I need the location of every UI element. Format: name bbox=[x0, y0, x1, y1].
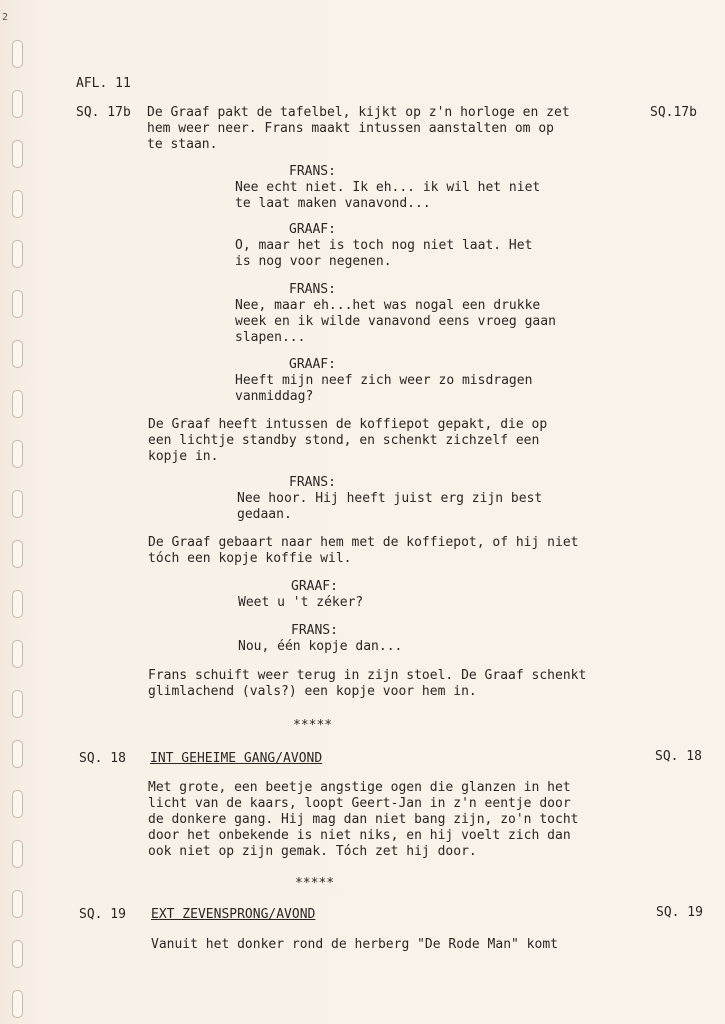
dialogue-line: slapen... bbox=[235, 330, 306, 345]
scene-heading: EXT ZEVENSPRONG/AVOND bbox=[151, 907, 316, 922]
sq17b-right-label: SQ.17b bbox=[650, 105, 697, 120]
action-line: te staan. bbox=[147, 137, 218, 152]
action-line: glimlachend (vals?) een kopje voor hem in. bbox=[148, 684, 477, 699]
action-line: kopje in. bbox=[148, 449, 219, 464]
binding-hole bbox=[12, 890, 23, 918]
action-line: licht van de kaars, loopt Geert-Jan in z'n eentje door bbox=[148, 796, 571, 811]
binding-hole bbox=[12, 140, 23, 168]
sq19-right-label: SQ. 19 bbox=[656, 905, 703, 920]
binding-hole bbox=[12, 690, 23, 718]
action-line: De Graaf gebaart naar hem met de koffiepot, of hij niet bbox=[148, 535, 579, 550]
action-line: de donkere gang. Hij mag dan niet bang zijn, zo'n tocht bbox=[148, 812, 579, 827]
action-line: Frans schuift weer terug in zijn stoel. De Graaf schenkt bbox=[148, 668, 587, 683]
ring-binding bbox=[0, 0, 34, 1024]
scene-separator: ***** bbox=[295, 876, 335, 891]
scene-heading: INT GEHEIME GANG/AVOND bbox=[150, 751, 323, 766]
binding-hole bbox=[12, 390, 23, 418]
action-line: een lichtje standby stond, en schenkt zichzelf een bbox=[148, 433, 540, 448]
binding-hole bbox=[12, 90, 23, 118]
action-line: hem weer neer. Frans maakt intussen aanstalten om op bbox=[147, 121, 554, 136]
action-line: De Graaf heeft intussen de koffiepot gepakt, die op bbox=[148, 417, 548, 432]
dialogue-speaker: GRAAF: bbox=[289, 357, 336, 372]
dialogue-speaker: GRAAF: bbox=[291, 579, 338, 594]
dialogue-speaker: FRANS: bbox=[289, 164, 336, 179]
dialogue-line: vanmiddag? bbox=[235, 389, 314, 404]
dialogue-speaker: FRANS: bbox=[291, 623, 338, 638]
dialogue-speaker: GRAAF: bbox=[289, 222, 336, 237]
dialogue-line: O, maar het is toch nog niet laat. Het bbox=[235, 238, 533, 253]
binding-hole bbox=[12, 190, 23, 218]
action-line: door het onbekende is niet niks, en hij voelt zich dan bbox=[148, 828, 571, 843]
sq18-right-label: SQ. 18 bbox=[655, 749, 702, 764]
dialogue-line: Heeft mijn neef zich weer zo misdragen bbox=[235, 373, 533, 388]
dialogue-line: Nou, één kopje dan... bbox=[238, 639, 403, 654]
binding-hole bbox=[12, 590, 23, 618]
dialogue-line: Weet u 't zéker? bbox=[238, 595, 364, 610]
binding-hole bbox=[12, 540, 23, 568]
binding-hole bbox=[12, 40, 23, 68]
action-line: Met grote, een beetje angstige ogen die glanzen in het bbox=[148, 780, 571, 795]
binding-hole bbox=[12, 490, 23, 518]
binding-hole bbox=[12, 340, 23, 368]
binding-hole bbox=[12, 240, 23, 268]
binding-hole bbox=[12, 740, 23, 768]
dialogue-line: is nog voor negenen. bbox=[235, 254, 392, 269]
dialogue-line: Nee echt niet. Ik eh... ik wil het niet bbox=[235, 180, 541, 195]
dialogue-line: Nee hoor. Hij heeft juist erg zijn best bbox=[237, 491, 543, 506]
sq17b-left-label: SQ. 17b bbox=[76, 105, 131, 120]
dialogue-line: Nee, maar eh...het was nogal een drukke bbox=[235, 298, 541, 313]
dialogue-line: week en ik wilde vanavond eens vroeg gaan bbox=[235, 314, 556, 329]
sq18-left-label: SQ. 18 bbox=[79, 751, 126, 766]
binding-hole bbox=[12, 440, 23, 468]
binding-hole bbox=[12, 940, 23, 968]
dialogue-line: gedaan. bbox=[237, 507, 292, 522]
action-line: ook niet op zijn gemak. Tóch zet hij door. bbox=[148, 844, 477, 859]
binding-hole bbox=[12, 840, 23, 868]
dialogue-line: te laat maken vanavond... bbox=[235, 196, 431, 211]
sq19-left-label: SQ. 19 bbox=[79, 907, 126, 922]
binding-hole bbox=[12, 790, 23, 818]
page-number: 2 bbox=[2, 12, 9, 23]
action-line: tóch een kopje koffie wil. bbox=[148, 551, 352, 566]
scene-separator: ***** bbox=[293, 718, 333, 733]
dialogue-speaker: FRANS: bbox=[289, 475, 336, 490]
binding-hole bbox=[12, 640, 23, 668]
action-line: Vanuit het donker rond de herberg "De Rode Man" komt bbox=[151, 937, 558, 952]
dialogue-speaker: FRANS: bbox=[289, 282, 336, 297]
binding-hole bbox=[12, 990, 23, 1018]
binding-hole bbox=[12, 290, 23, 318]
action-line: De Graaf pakt de tafelbel, kijkt op z'n horloge en zet bbox=[147, 105, 570, 120]
episode-label: AFL. 11 bbox=[76, 76, 131, 91]
